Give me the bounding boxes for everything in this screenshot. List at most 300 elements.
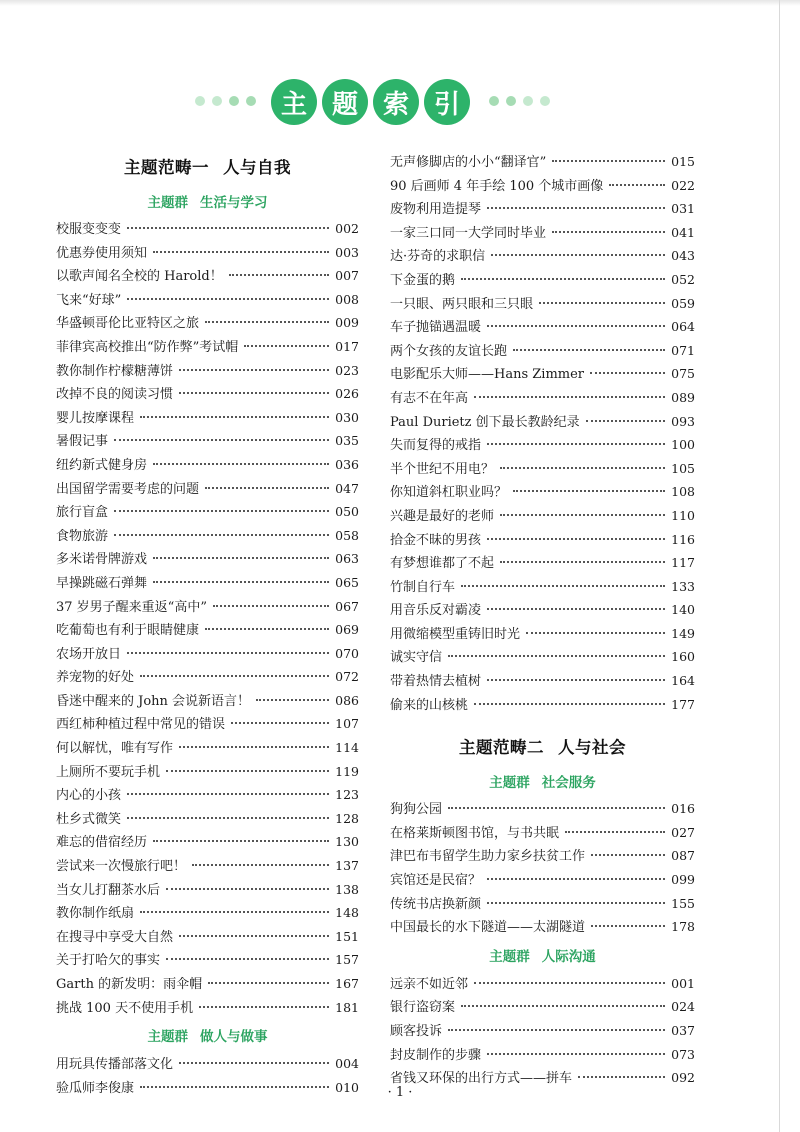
- index-entry[interactable]: [390, 386, 695, 410]
- index-entry[interactable]: [56, 595, 359, 619]
- dot-leader: [487, 902, 665, 904]
- entry-page: 065: [335, 574, 359, 590]
- entry-page: 117: [671, 555, 695, 571]
- index-entry[interactable]: [56, 571, 359, 595]
- dot-leader: [500, 561, 665, 563]
- index-entry[interactable]: [390, 575, 695, 599]
- dot-leader: [114, 534, 329, 536]
- entry-title: 失而复得的戒指: [390, 438, 482, 454]
- entry-page: 086: [335, 692, 359, 708]
- dot: [229, 96, 239, 106]
- dot: [523, 96, 533, 106]
- index-entry[interactable]: [390, 1019, 695, 1043]
- index-entry[interactable]: [56, 500, 359, 524]
- index-entry[interactable]: [56, 925, 359, 949]
- dot-leader: [153, 557, 329, 559]
- entry-title: 飞来“好球”: [56, 292, 122, 308]
- entry-page: 058: [335, 527, 359, 543]
- entry-page: 022: [671, 177, 695, 193]
- dot-leader: [166, 770, 329, 772]
- group-name: 主题群: [489, 775, 530, 792]
- index-entry[interactable]: [390, 844, 695, 868]
- dot-leader: [474, 703, 665, 705]
- entry-title: 养宠物的好处: [56, 670, 135, 686]
- index-entry[interactable]: [56, 524, 359, 548]
- category-sub: 人与社会: [558, 738, 626, 758]
- right-column: [390, 150, 695, 1090]
- entry-page: 001: [671, 975, 695, 991]
- entry-page: 099: [671, 872, 695, 888]
- entry-title: 偷来的山核桃: [390, 697, 469, 713]
- entry-page: 105: [671, 460, 695, 476]
- entry-title: 出国留学需要考虑的问题: [56, 481, 200, 497]
- entry-title: Paul Durietz 创下最长教龄纪录: [390, 414, 580, 430]
- entry-title: 银行盗窃案: [390, 1000, 456, 1016]
- dot-leader: [199, 1006, 329, 1008]
- dot-leader: [487, 207, 665, 209]
- index-entry[interactable]: [56, 477, 359, 501]
- entry-page: 160: [671, 649, 695, 665]
- entry-page: 123: [335, 787, 359, 803]
- entry-title: 改掉不良的阅读习惯: [56, 387, 174, 403]
- entry-page: 043: [671, 248, 695, 264]
- dot-leader: [244, 345, 329, 347]
- entry-title: 吃葡萄也有利于眼睛健康: [56, 623, 200, 639]
- index-entry[interactable]: [56, 854, 359, 878]
- entry-page: 031: [671, 201, 695, 217]
- index-entry[interactable]: [390, 598, 695, 622]
- entry-title: 当女儿打翻茶水后: [56, 882, 161, 898]
- group-name: 主题群: [147, 195, 188, 211]
- index-entry[interactable]: [390, 821, 695, 845]
- dot-leader: [487, 608, 665, 610]
- group-sub: 人际沟通: [541, 948, 596, 965]
- page-title: [271, 79, 470, 125]
- dot-leader: [609, 184, 665, 186]
- dot: [489, 96, 499, 106]
- index-entry[interactable]: [390, 693, 695, 717]
- dot-leader: [179, 392, 329, 394]
- dot-leader: [487, 679, 665, 681]
- index-entry[interactable]: [390, 797, 695, 821]
- entry-page: 100: [671, 437, 695, 453]
- entry-page: 093: [671, 413, 695, 429]
- index-entry[interactable]: [390, 504, 695, 528]
- entry-title: 竹制自行车: [390, 579, 456, 595]
- index-entry[interactable]: [56, 830, 359, 854]
- dot-leader: [153, 251, 329, 253]
- dot-leader: [166, 958, 329, 960]
- entry-page: 063: [335, 551, 359, 567]
- dot-leader: [487, 1053, 665, 1055]
- dot-leader: [140, 416, 329, 418]
- dot-leader: [140, 675, 329, 677]
- entry-title: 电影配乐大师——Hans Zimmer: [390, 367, 585, 383]
- entry-page: 023: [335, 362, 359, 378]
- entry-title: 两个女孩的友谊长跑: [390, 343, 508, 359]
- entry-title: 早操跳磁石弹舞: [56, 575, 148, 591]
- dot-leader: [526, 632, 665, 634]
- dot-leader: [179, 746, 329, 748]
- entry-title: 无声修脚店的小小“翻译官”: [390, 155, 547, 170]
- index-entry[interactable]: [390, 174, 695, 198]
- entry-page: 137: [335, 858, 359, 874]
- dot-leader: [461, 1005, 665, 1007]
- index-entry[interactable]: [390, 480, 695, 504]
- entry-title: 杜乡式微笑: [56, 811, 122, 827]
- index-entry[interactable]: [56, 712, 359, 736]
- page-top-shadow: [0, 0, 800, 6]
- entry-title: 用玩具传播部落文化: [56, 1057, 174, 1073]
- entry-title: 昏迷中醒来的 John 会说新语言！: [56, 693, 251, 709]
- group-title: [390, 945, 695, 969]
- dot: [195, 96, 205, 106]
- entry-page: 072: [335, 669, 359, 685]
- entry-title: 狗狗公园: [390, 802, 443, 818]
- dot-leader: [586, 420, 665, 422]
- entry-page: 133: [671, 578, 695, 594]
- entry-title: 教你制作柠檬糖薄饼: [56, 363, 174, 379]
- entry-page: 130: [335, 834, 359, 850]
- dot-leader: [205, 628, 329, 630]
- index-entry[interactable]: [390, 315, 695, 339]
- title-char: 主: [271, 79, 317, 125]
- index-entry[interactable]: [390, 622, 695, 646]
- category-name: 主题范畴二: [459, 738, 544, 758]
- index-entry[interactable]: [56, 264, 359, 288]
- entry-title: 封皮制作的步骤: [390, 1047, 482, 1063]
- index-entry[interactable]: [390, 362, 695, 386]
- entry-title: 37 岁男子醒来重返“高中”: [56, 599, 207, 615]
- entry-title: 旅行盲盒: [56, 505, 109, 521]
- index-entry[interactable]: [56, 783, 359, 807]
- index-entry[interactable]: [390, 410, 695, 434]
- entry-page: 087: [671, 848, 695, 864]
- entry-page: 108: [671, 484, 695, 500]
- page-number: · 1 ·: [387, 1085, 413, 1100]
- entry-page: 030: [335, 409, 359, 425]
- index-header: [0, 78, 800, 132]
- entry-title: 宾馆还是民宿？: [390, 873, 482, 889]
- dot-leader: [231, 722, 329, 724]
- entry-page: 149: [671, 625, 695, 641]
- entry-page: 092: [671, 1070, 695, 1086]
- entry-page: 164: [671, 673, 695, 689]
- index-entry[interactable]: [390, 645, 695, 669]
- entry-page: 075: [671, 366, 695, 382]
- dot-leader: [127, 652, 329, 654]
- entry-page: 069: [335, 622, 359, 638]
- dot-leader: [127, 227, 329, 229]
- entry-title: 以歌声闻名全校的 Harold！: [56, 269, 223, 285]
- entry-title: 婴儿按摩课程: [56, 410, 135, 426]
- entry-title: 带着热情去植树: [390, 674, 482, 690]
- index-entry[interactable]: [56, 311, 359, 335]
- entry-page: 035: [335, 433, 359, 449]
- title-char: 题: [322, 79, 368, 125]
- index-entry[interactable]: [390, 995, 695, 1019]
- entry-title: 纽约新式健身房: [56, 457, 148, 473]
- group-title: [56, 192, 359, 214]
- dot-leader: [205, 487, 329, 489]
- dot-leader: [461, 278, 665, 280]
- group-sub: 社会服务: [541, 775, 596, 792]
- category-title: [390, 734, 695, 762]
- entry-page: 050: [335, 504, 359, 520]
- entry-page: 070: [335, 645, 359, 661]
- entry-page: 024: [671, 999, 695, 1015]
- group-sub: 生活与学习: [200, 195, 268, 211]
- dot-leader: [114, 439, 329, 441]
- entry-title: 多米诺骨牌游戏: [56, 552, 148, 568]
- entry-title: 有梦想谁都了不起: [390, 556, 495, 572]
- index-entry[interactable]: [390, 150, 695, 174]
- dot-leader: [192, 864, 329, 866]
- entry-list: [56, 217, 359, 1019]
- entry-title: 验瓜师李俊康: [56, 1080, 135, 1096]
- index-entry[interactable]: [390, 972, 695, 996]
- dot-leader: [205, 321, 329, 323]
- index-entry[interactable]: [390, 551, 695, 575]
- index-entry[interactable]: [390, 528, 695, 552]
- index-entry[interactable]: [56, 736, 359, 760]
- dot-leader: [513, 490, 665, 492]
- dot-leader: [539, 302, 665, 304]
- dot-leader: [127, 793, 329, 795]
- index-entry[interactable]: [390, 197, 695, 221]
- entry-title: 食物旅游: [56, 528, 109, 544]
- entry-page: 151: [335, 928, 359, 944]
- dot-leader: [487, 325, 665, 327]
- decorative-dots-left: [195, 96, 256, 106]
- dot-leader: [179, 935, 329, 937]
- entry-title: 达·芬奇的求职信: [390, 249, 486, 265]
- index-entry[interactable]: [56, 359, 359, 383]
- dot: [246, 96, 256, 106]
- entry-title: 一只眼、两只眼和三只眼: [390, 296, 534, 312]
- dot-leader: [448, 807, 665, 809]
- dot-leader: [213, 605, 329, 607]
- entry-page: 009: [335, 315, 359, 331]
- entry-title: 诚实守信: [390, 650, 443, 666]
- index-entry[interactable]: [56, 760, 359, 784]
- index-entry[interactable]: [56, 241, 359, 265]
- group-title: [56, 1025, 359, 1049]
- index-entry[interactable]: [56, 335, 359, 359]
- dot-leader: [513, 349, 665, 351]
- dot-leader: [590, 372, 665, 374]
- index-entry[interactable]: [56, 642, 359, 666]
- dot-leader: [448, 655, 665, 657]
- index-entry[interactable]: [56, 406, 359, 430]
- entry-page: 167: [335, 976, 359, 991]
- dot-leader: [474, 396, 665, 398]
- entry-page: 116: [671, 531, 695, 547]
- entry-title: 上厕所不要玩手机: [56, 764, 161, 780]
- entry-title: 一家三口同一大学同时毕业: [390, 225, 547, 241]
- index-entry[interactable]: [390, 669, 695, 693]
- dot-leader: [153, 463, 329, 465]
- entry-page: 157: [335, 952, 359, 968]
- category-name: 主题范畴一: [124, 158, 209, 177]
- entry-title: 津巴布韦留学生助力家乡扶贫工作: [390, 849, 586, 865]
- entry-page: 140: [671, 602, 695, 618]
- entry-page: 107: [335, 716, 359, 732]
- entry-title: 在格莱斯顿图书馆，与书共眠: [390, 825, 560, 841]
- title-char: 索: [373, 79, 419, 125]
- entry-title: 教你制作纸扇: [56, 906, 135, 922]
- entry-title: 内心的小孩: [56, 788, 122, 804]
- entry-page: 177: [671, 696, 695, 712]
- index-entry[interactable]: [390, 457, 695, 481]
- dot-leader: [500, 467, 665, 469]
- entry-title: 中国最长的水下隧道——太湖隧道: [390, 920, 586, 936]
- index-entry[interactable]: [56, 547, 359, 571]
- entry-page: 027: [671, 824, 695, 840]
- entry-page: 064: [671, 319, 695, 335]
- index-entry[interactable]: [56, 453, 359, 477]
- group-sub: 做人与做事: [200, 1029, 268, 1046]
- entry-page: 128: [335, 810, 359, 826]
- dot-leader: [565, 831, 665, 833]
- entry-page: 110: [671, 507, 695, 523]
- title-char: 引: [424, 79, 470, 125]
- dot: [506, 96, 516, 106]
- index-entry[interactable]: [56, 878, 359, 902]
- dot: [212, 96, 222, 106]
- dot-leader: [487, 538, 665, 540]
- entry-title: 用微缩模型重铸旧时光: [390, 626, 521, 642]
- entry-page: 002: [335, 221, 359, 236]
- entry-page: 017: [335, 338, 359, 354]
- entry-page: 003: [335, 244, 359, 260]
- entry-page: 041: [671, 224, 695, 240]
- index-entry[interactable]: [56, 807, 359, 831]
- dot-leader: [578, 1076, 665, 1078]
- dot-leader: [591, 854, 665, 856]
- entry-title: 省钱又环保的出行方式——拼车: [390, 1071, 573, 1087]
- entry-title: 远亲不如近邻: [390, 976, 469, 992]
- entry-page: 016: [671, 801, 695, 817]
- entry-title: 华盛顿哥伦比亚特区之旅: [56, 316, 200, 332]
- entry-page: 114: [335, 740, 359, 756]
- dot-leader: [552, 231, 665, 233]
- entry-title: 农场开放日: [56, 646, 122, 662]
- entry-title: 你知道斜杠职业吗？: [390, 485, 508, 501]
- entry-list: [390, 150, 695, 716]
- index-entry[interactable]: [56, 689, 359, 713]
- index-entry[interactable]: [390, 868, 695, 892]
- index-entry[interactable]: [390, 268, 695, 292]
- entry-page: 008: [335, 291, 359, 307]
- entry-page: 138: [335, 881, 359, 897]
- index-entry[interactable]: [56, 996, 359, 1020]
- entry-title: Garth 的新发明：雨伞帽: [56, 977, 203, 992]
- entry-title: 关于打哈欠的事实: [56, 953, 161, 969]
- entry-page: 067: [335, 598, 359, 614]
- group-title: [390, 772, 695, 794]
- entry-page: 047: [335, 480, 359, 496]
- entry-title: 菲律宾高校推出“防作弊”考试帽: [56, 339, 239, 355]
- index-entry[interactable]: [56, 217, 359, 241]
- entry-title: 校服变变变: [56, 222, 122, 237]
- entry-page: 036: [335, 456, 359, 472]
- index-entry[interactable]: [390, 292, 695, 316]
- index-entry[interactable]: [390, 915, 695, 939]
- entry-title: 何以解忧，唯有写作: [56, 741, 174, 757]
- entry-page: 073: [671, 1046, 695, 1062]
- entry-title: 废物利用造提琴: [390, 202, 482, 218]
- left-column: [56, 150, 359, 1099]
- entry-list: [390, 972, 695, 1090]
- index-entry[interactable]: [56, 948, 359, 972]
- dot-leader: [500, 514, 665, 516]
- dot-leader: [153, 840, 329, 842]
- entry-page: 119: [335, 763, 359, 779]
- dot-leader: [474, 982, 665, 984]
- index-entry[interactable]: [56, 382, 359, 406]
- entry-title: 挑战 100 天不使用手机: [56, 1000, 194, 1016]
- dot-leader: [114, 510, 329, 512]
- entry-title: 传统书店换新颜: [390, 896, 482, 912]
- entry-page: 004: [335, 1056, 359, 1072]
- entry-title: 顾客投诉: [390, 1024, 443, 1039]
- dot-leader: [179, 1062, 329, 1064]
- dot-leader: [179, 369, 329, 371]
- entry-title: 优惠券使用须知: [56, 245, 148, 261]
- group-name: 主题群: [489, 948, 530, 965]
- dot-leader: [140, 911, 329, 913]
- dot-leader: [487, 443, 665, 445]
- dot-leader: [491, 254, 665, 256]
- decorative-dots-right: [489, 96, 550, 106]
- index-entry[interactable]: [56, 972, 359, 996]
- dot-leader: [229, 274, 329, 276]
- index-entry[interactable]: [56, 1052, 359, 1076]
- entry-title: 兴趣是最好的老师: [390, 508, 495, 524]
- index-entry[interactable]: [56, 618, 359, 642]
- dot: [540, 96, 550, 106]
- index-entry[interactable]: [390, 433, 695, 457]
- entry-page: 178: [671, 919, 695, 935]
- dot-leader: [153, 581, 329, 583]
- dot-leader: [487, 878, 665, 880]
- entry-title: 下金蛋的鹅: [390, 272, 456, 288]
- entry-page: 007: [335, 268, 359, 284]
- entry-title: 尝试来一次慢旅行吧！: [56, 859, 187, 875]
- entry-title: 拾金不昧的男孩: [390, 532, 482, 548]
- index-entry[interactable]: [56, 665, 359, 689]
- entry-page: 026: [335, 386, 359, 402]
- index-entry[interactable]: [390, 221, 695, 245]
- entry-title: 用音乐反对霸凌: [390, 603, 482, 619]
- index-entry[interactable]: [390, 244, 695, 268]
- index-entry[interactable]: [56, 288, 359, 312]
- entry-title: 半个世纪不用电？: [390, 461, 495, 477]
- dot-leader: [166, 888, 329, 890]
- index-entry[interactable]: [56, 901, 359, 925]
- index-entry[interactable]: [390, 892, 695, 916]
- entry-title: 车子抛锚遇温暖: [390, 320, 482, 336]
- entry-page: 089: [671, 389, 695, 405]
- index-entry[interactable]: [390, 339, 695, 363]
- dot-leader: [461, 585, 665, 587]
- index-entry[interactable]: [56, 429, 359, 453]
- index-entry[interactable]: [390, 1043, 695, 1067]
- entry-page: 148: [335, 905, 359, 921]
- entry-page: 037: [671, 1023, 695, 1038]
- entry-page: 181: [335, 999, 359, 1015]
